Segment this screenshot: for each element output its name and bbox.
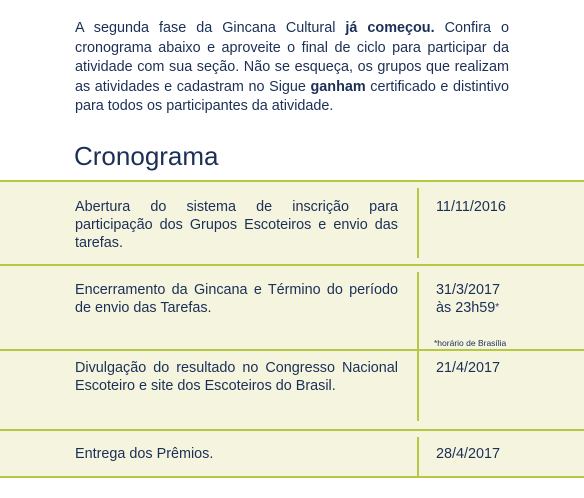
schedule-description: Encerramento da Gincana e Término do período de envio das Tarefas.	[75, 282, 398, 316]
intro-text-1: A segunda fase da Gincana Cultural	[75, 20, 346, 36]
schedule-time-text: às 23h59	[436, 300, 496, 316]
schedule-date: 28/4/2017	[436, 446, 501, 462]
intro-text-3: certificado e distintivo para todos os participantes da atividade.	[75, 78, 509, 114]
schedule-date: 31/3/2017	[436, 282, 501, 298]
column-divider	[417, 188, 419, 258]
schedule-row	[0, 182, 584, 264]
schedule-row	[0, 266, 584, 349]
schedule-table	[0, 180, 584, 478]
schedule-row	[0, 351, 584, 429]
timezone-note: *horário de Brasília	[434, 338, 507, 348]
column-divider	[417, 351, 419, 421]
schedule-row	[0, 431, 584, 476]
intro-bold-earn: ganham	[310, 78, 366, 95]
intro-bold-started: já começou.	[345, 20, 435, 36]
schedule-date: 11/11/2016	[436, 199, 506, 215]
section-heading: Cronograma	[74, 141, 219, 171]
column-divider	[417, 272, 419, 349]
schedule-description: Divulgação do resultado no Congresso Nacional Escoteiro e site dos Escoteiros do Brasil.	[75, 360, 398, 394]
divider	[0, 476, 584, 478]
intro-paragraph	[75, 19, 509, 117]
intro-text-2: Confira o cronograma abaixo e aproveite o final de ciclo para participar da atividade com sua seção. Não se esqueça, os grupos que realizam as atividades e cadastram no Sigue	[75, 20, 510, 95]
schedule-date: 21/4/2017	[436, 360, 501, 376]
schedule-time	[436, 299, 499, 317]
footnote-marker: *	[495, 302, 500, 313]
column-divider	[417, 437, 419, 476]
schedule-description: Abertura do sistema de inscrição para participação dos Grupos Escoteiros e envio das tarefas.	[75, 199, 398, 251]
schedule-description: Entrega dos Prêmios.	[75, 446, 214, 462]
